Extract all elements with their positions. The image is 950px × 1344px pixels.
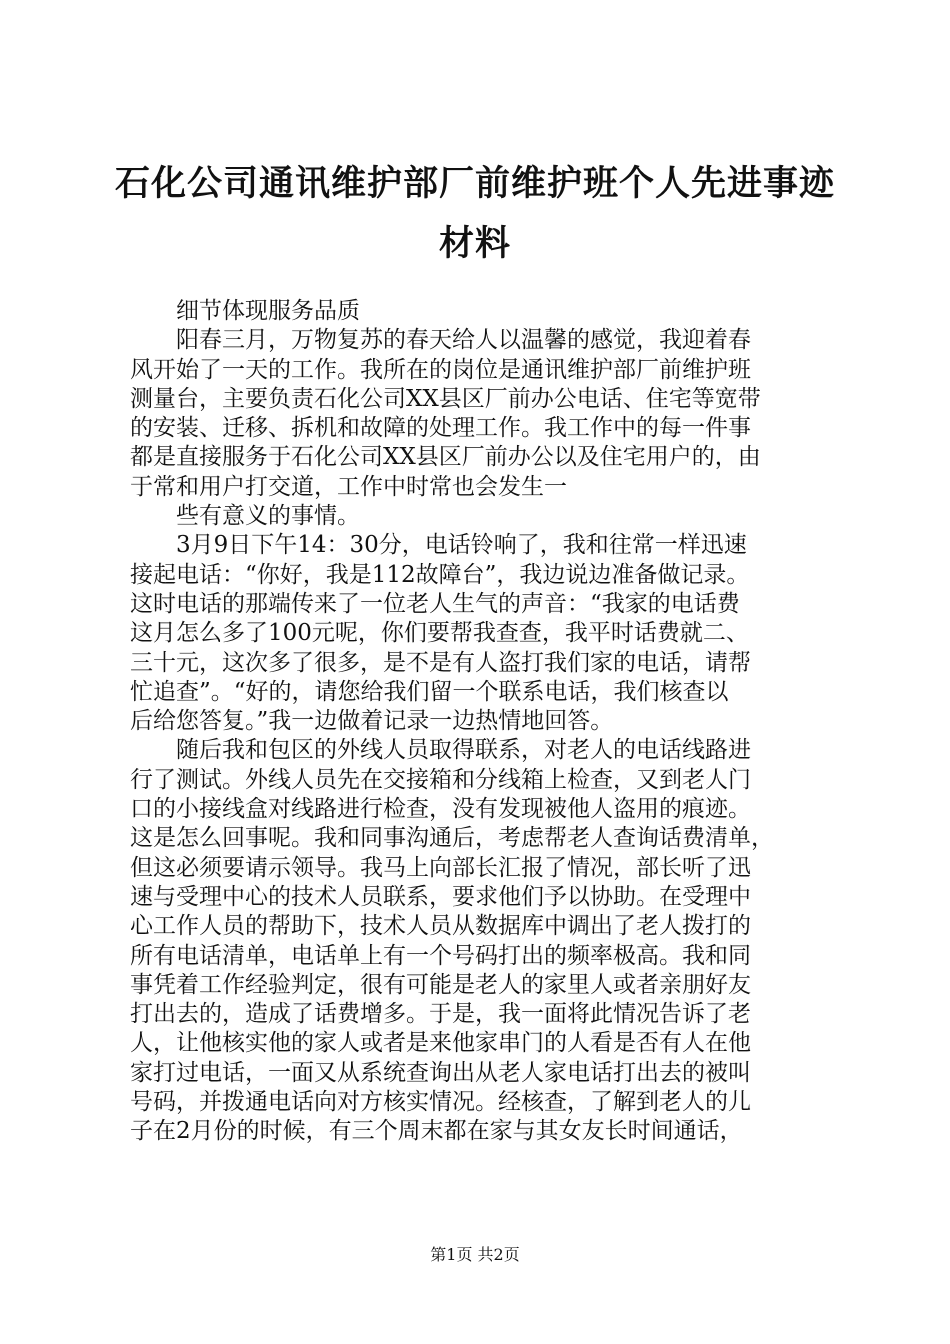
paragraph-line: 这是怎么回事呢。我和同事沟通后，考虑帮老人查询话费清单， xyxy=(130,825,774,852)
paragraph-line: 些有意义的事情。 xyxy=(176,503,360,530)
paragraph xyxy=(130,531,835,736)
paragraph xyxy=(130,326,835,502)
document-title-line-1: 石化公司通讯维护部厂前维护班个人先进事迹 xyxy=(114,163,835,204)
paragraph-line: 打出去的，造成了话费增多。于是，我一面将此情况告诉了老 xyxy=(130,1001,751,1028)
paragraph-line: 人，让他核实他的家人或者是来他家串门的人看是否有人在他 xyxy=(130,1030,751,1057)
paragraph-line: 这月怎么多了100元呢，你们要帮我查查，我平时话费就二、 xyxy=(130,620,749,647)
paragraph-line: 的安装、迁移、拆机和故障的处理工作。我工作中的每一件事 xyxy=(130,415,751,442)
paragraph xyxy=(130,502,835,531)
paragraph-line: 这时电话的那端传来了一位老人生气的声音：“我家的电话费 xyxy=(130,590,740,617)
paragraph-line: 行了测试。外线人员先在交接箱和分线箱上检查，又到老人门 xyxy=(130,766,751,793)
paragraph-line: 于常和用户打交道，工作中时常也会发生一 xyxy=(130,473,567,500)
paragraph-line: 心工作人员的帮助下，技术人员从数据库中调出了老人拨打的 xyxy=(130,913,751,940)
document-body xyxy=(130,297,835,1147)
paragraph-line: 都是直接服务于石化公司XX县区厂前办公以及住宅用户的，由 xyxy=(130,444,761,471)
paragraph-line: 号码，并拨通电话向对方核实情况。经核查，了解到老人的儿 xyxy=(130,1089,751,1116)
paragraph-line: 速与受理中心的技术人员联系，要求他们予以协助。在受理中 xyxy=(130,883,751,910)
paragraph-line: 阳春三月，万物复苏的春天给人以温馨的感觉，我迎着春 xyxy=(176,327,751,354)
paragraph-line: 事凭着工作经验判定，很有可能是老人的家里人或者亲朋好友 xyxy=(130,971,751,998)
paragraph-line: 测量台，主要负责石化公司XX县区厂前办公电话、住宅等宽带 xyxy=(130,385,761,412)
paragraph xyxy=(130,297,835,326)
document-title-line-2: 材料 xyxy=(438,223,511,264)
paragraph-line: 但这必须要请示领导。我马上向部长汇报了情况，部长听了迅 xyxy=(130,854,751,881)
paragraph-line: 细节体现服务品质 xyxy=(176,298,360,324)
paragraph-line: 接起电话：“你好，我是112故障台”，我边说边准备做记录。 xyxy=(130,561,750,588)
paragraph-line: 后给您答复。”我一边做着记录一边热情地回答。 xyxy=(130,708,614,735)
paragraph-line: 子在2月份的时候，有三个周末都在家与其女友长时间通话， xyxy=(130,1118,743,1145)
page-footer: 第1页 共2页 xyxy=(430,1245,520,1264)
paragraph-line: 所有电话清单，电话单上有一个号码打出的频率极高。我和同 xyxy=(130,942,751,969)
paragraph-line: 口的小接线盒对线路进行检查，没有发现被他人盗用的痕迹。 xyxy=(130,796,751,823)
paragraph xyxy=(130,736,835,1146)
paragraph-line: 3月9日下午14：30分，电话铃响了，我和往常一样迅速 xyxy=(176,532,747,559)
paragraph-line: 三十元，这次多了很多，是不是有人盗打我们家的电话，请帮 xyxy=(130,649,751,676)
paragraph-line: 忙追查”。“好的，请您给我们留一个联系电话，我们核查以 xyxy=(130,678,729,705)
paragraph-line: 家打过电话，一面又从系统查询出从老人家电话打出去的被叫 xyxy=(130,1059,751,1086)
paragraph-line: 风开始了一天的工作。我所在的岗位是通讯维护部厂前维护班 xyxy=(130,356,751,383)
paragraph-line: 随后我和包区的外线人员取得联系，对老人的电话线路进 xyxy=(176,737,751,764)
